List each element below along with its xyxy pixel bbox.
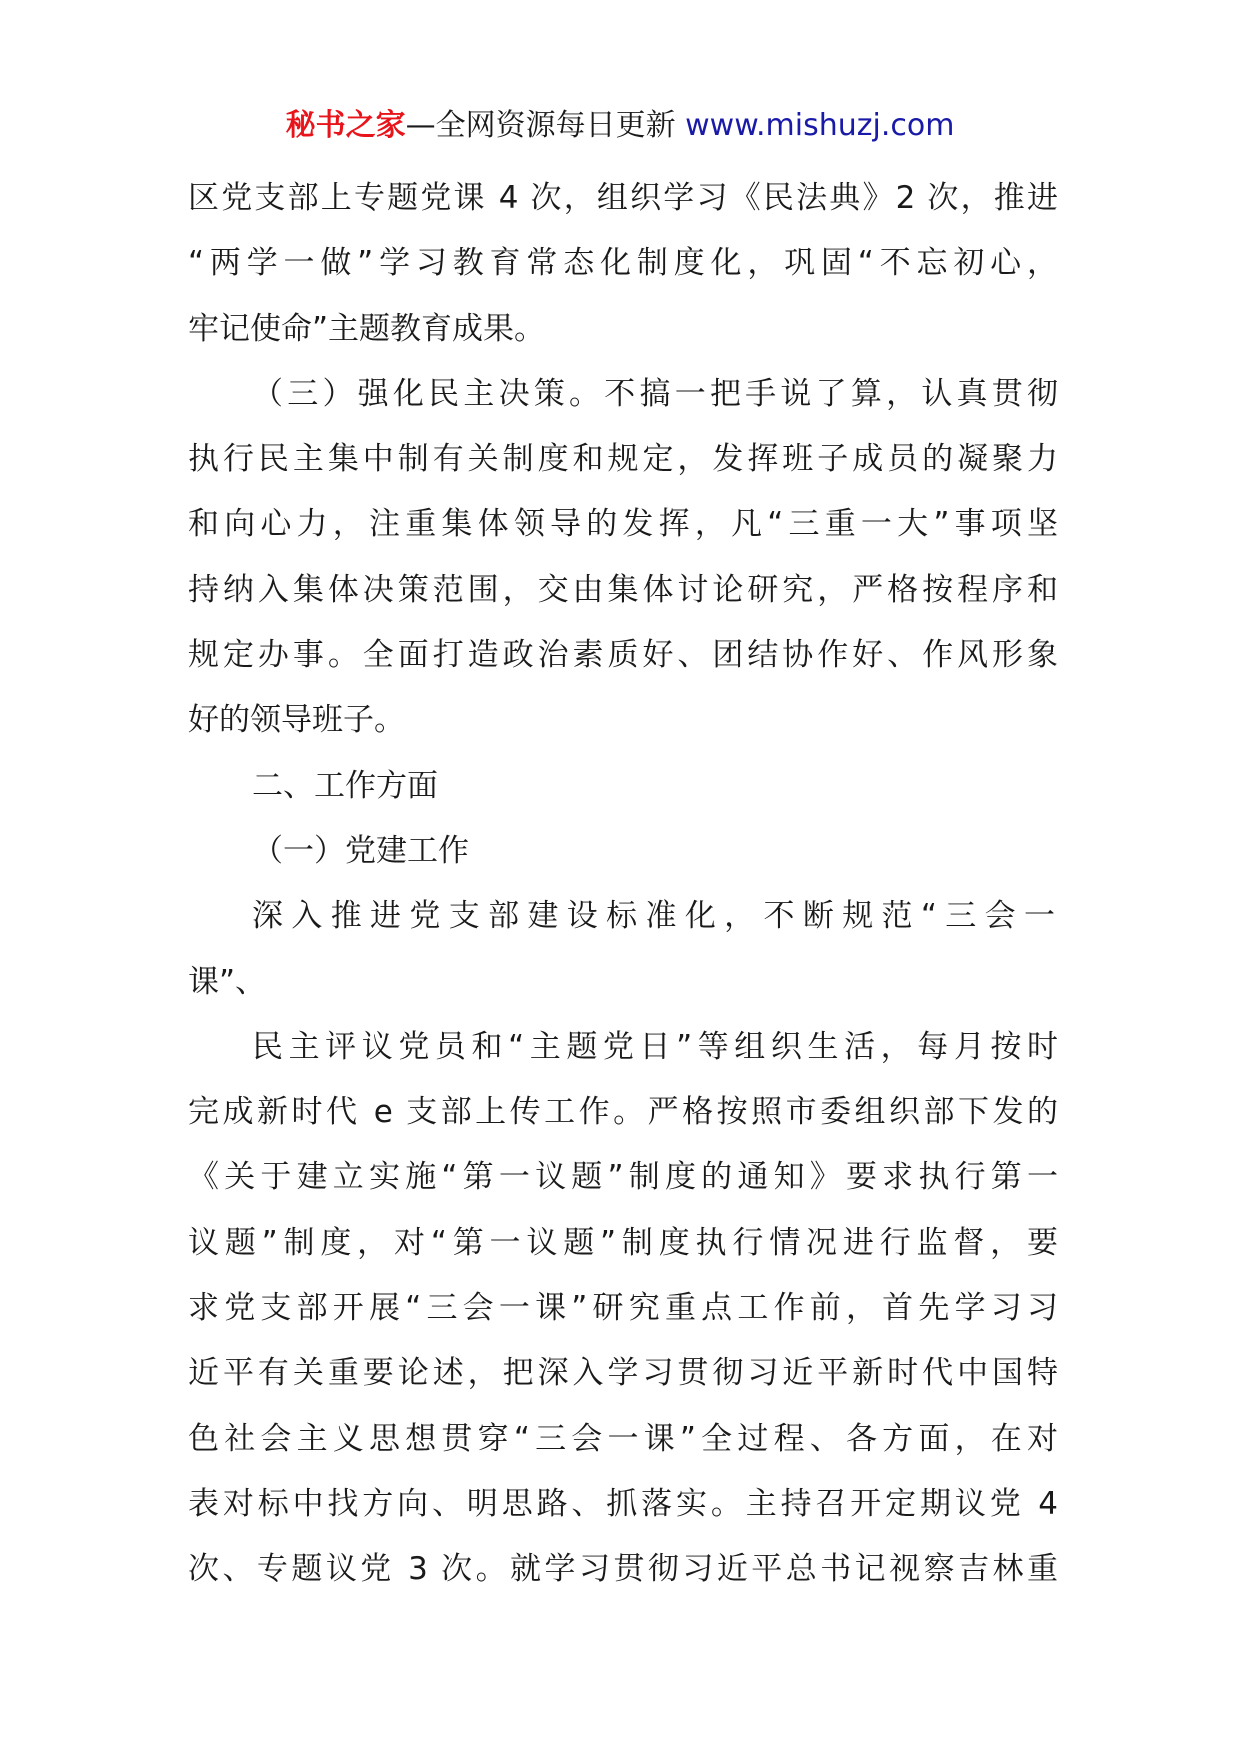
body-line: 区党支部上专题党课 4 次，组织学习《民法典》2 次，推进 [188, 180, 1058, 216]
body-line: 色社会主义思想贯穿“三会一课”全过程、各方面，在对 [188, 1420, 1058, 1457]
subsection-heading: （一）党建工作 [252, 832, 469, 869]
body-line: 深入推进党支部建设标准化，不断规范“三会一 [252, 898, 1058, 935]
body-line: 持纳入集体决策范围，交由集体讨论研究，严格按程序和 [188, 571, 1058, 608]
body-line: 求党支部开展“三会一课”研究重点工作前，首先学习习 [188, 1290, 1058, 1327]
body-line: 议题”制度，对“第一议题”制度执行情况进行监督，要 [188, 1224, 1058, 1261]
body-line: 规定办事。全面打造政治素质好、团结协作好、作风形象 [188, 637, 1058, 674]
site-url-link[interactable]: www.mishuzj.com [685, 108, 955, 143]
body-line: 执行民主集中制有关制度和规定，发挥班子成员的凝聚力 [188, 441, 1058, 478]
body-line: 近平有关重要论述，把深入学习贯彻习近平新时代中国特 [188, 1355, 1058, 1392]
section-heading: 二、工作方面 [252, 767, 438, 804]
body-line: “两学一做”学习教育常态化制度化，巩固“不忘初心， [188, 245, 1058, 282]
body-line: 完成新时代 e 支部上传工作。严格按照市委组织部下发的 [188, 1094, 1058, 1131]
body-line: 好的领导班子。 [188, 702, 405, 739]
document-body [188, 166, 1058, 1603]
body-line: （三）强化民主决策。不搞一把手说了算，认真贯彻 [252, 375, 1058, 412]
header-tagline: —全网资源每日更新 [405, 108, 676, 143]
body-line: 牢记使命”主题教育成果。 [188, 310, 546, 347]
body-line: 和向心力，注重集体领导的发挥，凡“三重一大”事项坚 [188, 506, 1058, 543]
body-line: 表对标中找方向、明思路、抓落实。主持召开定期议党 4 [188, 1485, 1058, 1522]
body-line: 课”、 [188, 963, 267, 1000]
body-line: 《关于建立实施“第一议题”制度的通知》要求执行第一 [188, 1159, 1058, 1196]
page-header [0, 104, 1240, 148]
body-line: 民主评议党员和“主题党日”等组织生活，每月按时 [252, 1028, 1058, 1065]
body-line: 次、专题议党 3 次。就学习贯彻习近平总书记视察吉林重 [188, 1551, 1058, 1588]
brand-name: 秘书之家 [285, 108, 406, 143]
